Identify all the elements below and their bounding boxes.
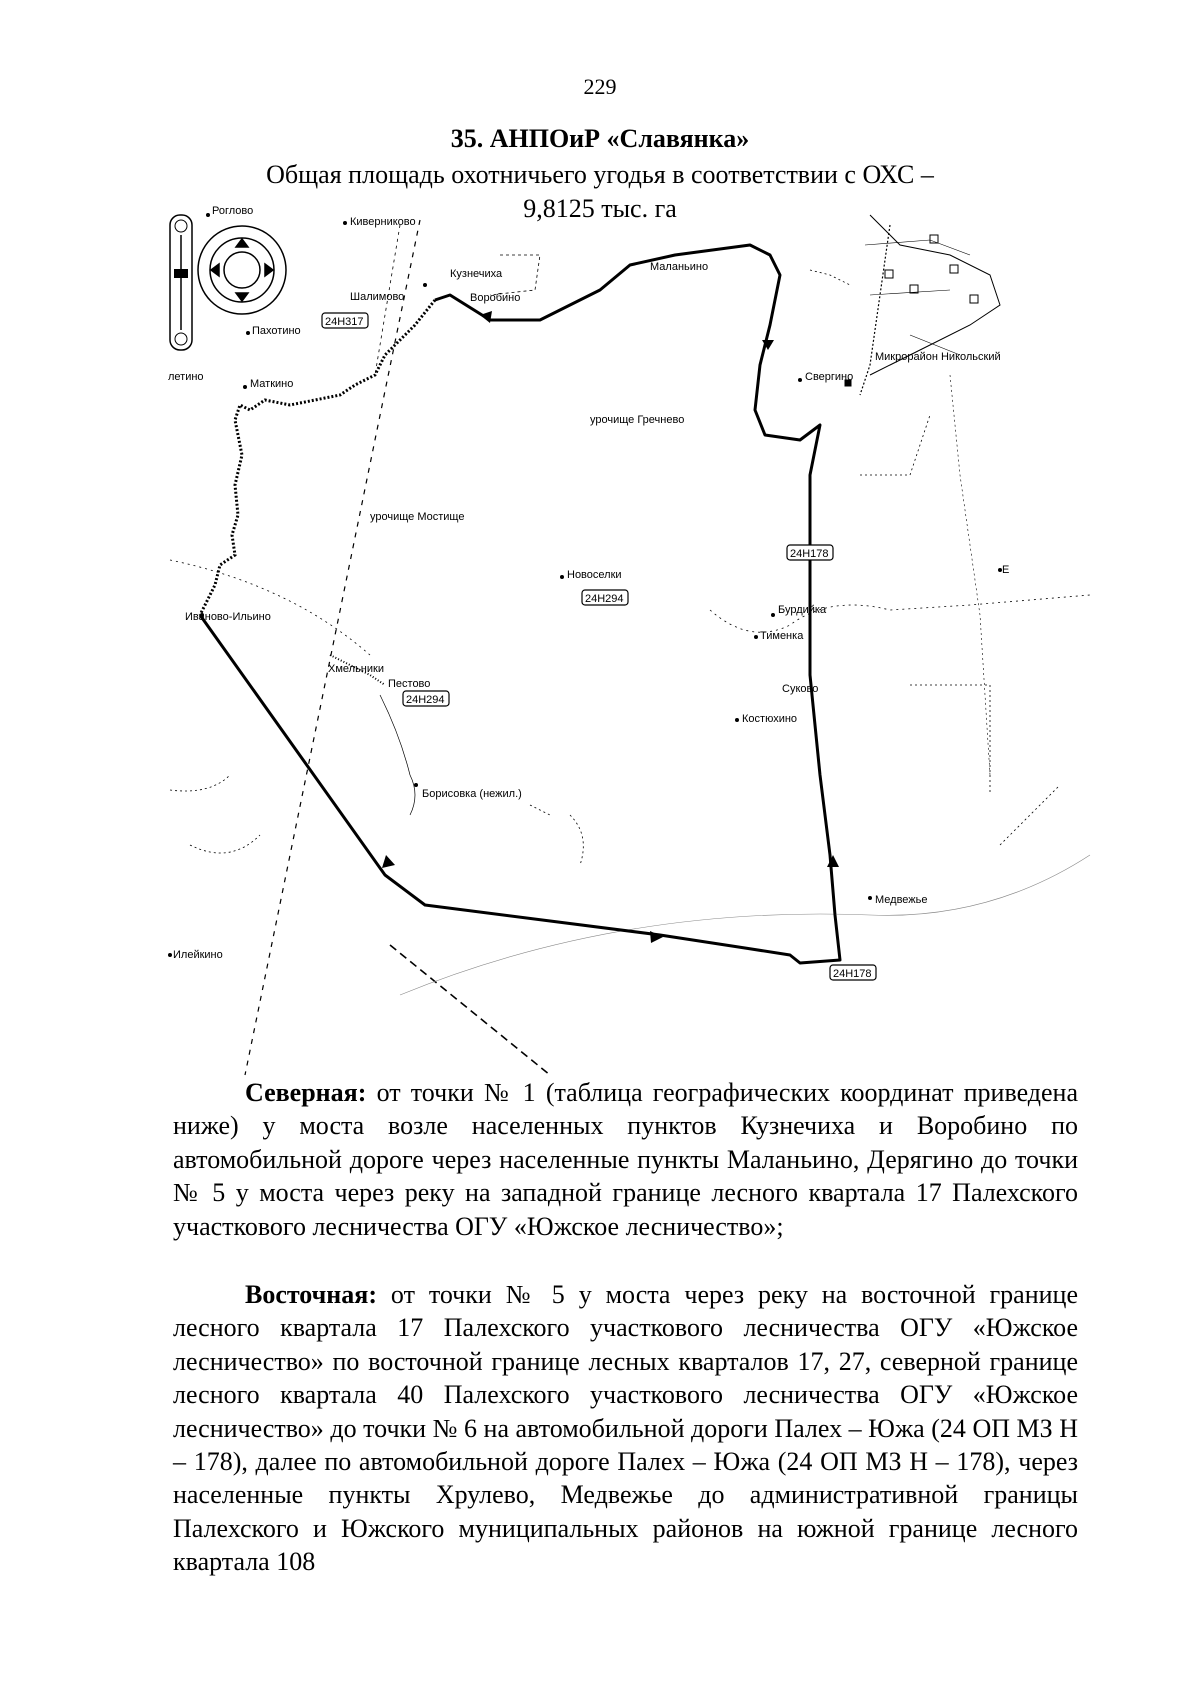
subtitle-line-1: Общая площадь охотничьего угодья в соответствии с ОХС – <box>266 160 934 189</box>
place-labels <box>168 205 1009 961</box>
label-mikroraion-nikolsky: Микрорайон Никольский <box>875 351 1001 363</box>
eastern-label: Восточная: <box>245 1280 378 1309</box>
label-pestovo: Пестово <box>388 678 431 690</box>
map-zoom-control[interactable] <box>170 215 192 350</box>
road-24h294-b: 24Н294 <box>406 694 445 706</box>
boundary-direction-arrows <box>382 311 839 943</box>
label-urochishche-mostishche: урочище Мостище <box>370 511 465 523</box>
label-kuznechikha: Кузнечиха <box>450 268 503 280</box>
label-borisovka: Борисовка (нежил.) <box>422 788 522 800</box>
northern-label: Северная: <box>245 1078 367 1107</box>
label-novoselki: Новоселки <box>567 569 622 581</box>
label-khmelniki: Хмельники <box>328 663 384 675</box>
label-malanyino: Маланьино <box>650 261 709 273</box>
label-kivernikovo: Киверниково <box>350 216 416 228</box>
map-pan-control[interactable] <box>198 226 286 314</box>
road-24h317: 24Н317 <box>325 316 364 328</box>
label-shalimovo: Шалимово <box>350 291 405 303</box>
page-title: 35. АНПОиР «Славянка» <box>450 124 750 153</box>
label-timenka: Тименка <box>760 630 804 642</box>
map-background-lines <box>170 220 1090 1075</box>
label-sukovo: Суково <box>782 683 819 695</box>
label-sverdino: Свергино <box>805 371 854 383</box>
label-ivanovo-ilyino: Иваново-Ильино <box>185 611 271 623</box>
northern-boundary-paragraph <box>173 1076 1078 1243</box>
label-letino: летино <box>168 371 204 383</box>
eastern-text: от точки № 5 у моста через реку на восточной границе лесного квартала 17 Палехского участкового лесничества ОГУ «Южское лесничество» по восточной границе лесных кварталов 17, 27, северной границе лесного квартала 40 Палехского участкового лесничества ОГУ «Южское лесничество» до точки № 6 на автомобильной дороги Палех – Южа (24 ОП МЗ Н – 178), далее по автомобильной дороге Палех – Южа (24 ОП МЗ Н – 178), через населенные пункты Хрулево, Медвежье до административной границы Палехского и Южского муниципальных районов на южной границе лесного квартала 108 <box>173 1280 1078 1577</box>
river-west <box>200 300 435 615</box>
label-matkino: Маткино <box>250 378 294 390</box>
label-burdyaika: Бурдийка <box>778 604 827 616</box>
label-pakhotino: Пахотино <box>252 325 301 337</box>
label-ileikino: Илейкино <box>173 949 223 961</box>
label-roglovo: Роглово <box>212 205 254 217</box>
label-medvezhye: Медвежье <box>875 894 928 906</box>
road-24h178-south: 24Н178 <box>833 968 872 980</box>
eastern-boundary-paragraph <box>173 1278 1078 1579</box>
label-vorobino: Воробино <box>470 292 521 304</box>
label-partial-e: Е <box>1002 564 1010 576</box>
northern-text: от точки № 1 (таблица географических координат приведена ниже) у моста возле населенных пунктов Кузнечиха и Воробино по автомобильной дороге через населенные пункты Маланьино, Дерягино до точки № 5 у моста через реку на западной границе лесного квартала 17 Палехского участкового лесничества ОГУ «Южское лесничество»; <box>173 1078 1078 1241</box>
subtitle-line-2: 9,8125 тыс. га <box>523 194 677 223</box>
page-number: 229 <box>583 74 617 99</box>
road-24h294-a: 24Н294 <box>585 593 624 605</box>
road-24h178-north: 24Н178 <box>790 548 829 560</box>
label-kostyukhino: Костюхино <box>742 713 798 725</box>
label-urochishche-grechnevo: урочище Гречнево <box>590 414 685 426</box>
